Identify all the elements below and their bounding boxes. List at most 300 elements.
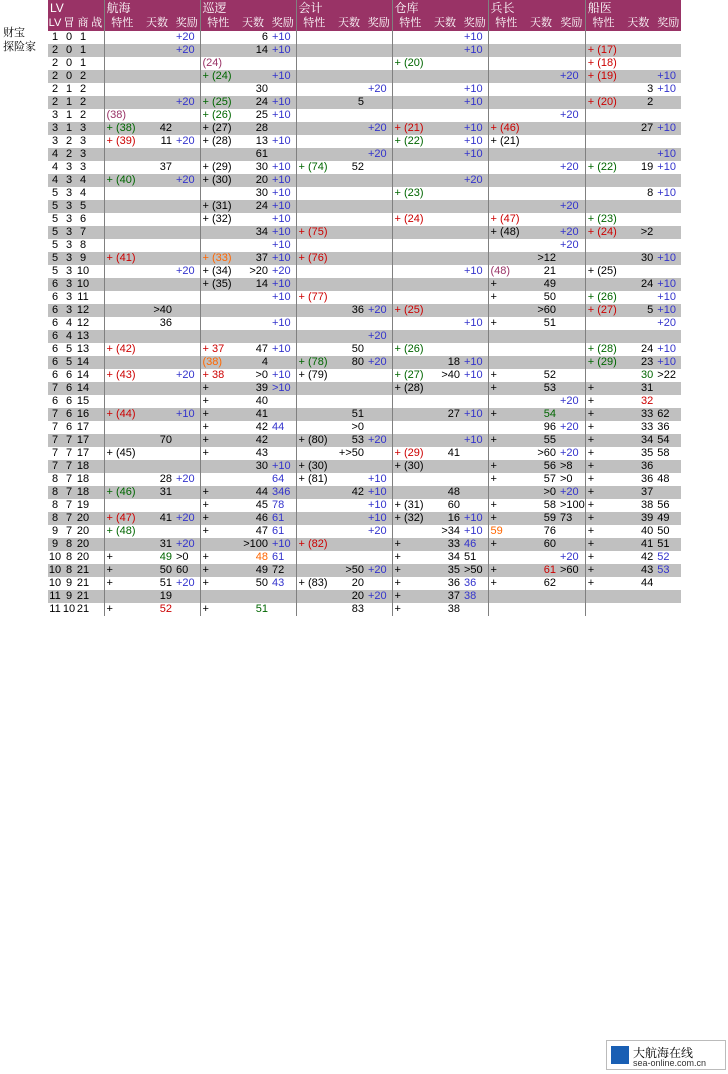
cell-days-g1: 43 (236, 447, 270, 460)
cell-days-g4 (524, 226, 558, 239)
cell-reward-g1: +10 (270, 278, 296, 291)
cell-trait-g1 (200, 304, 236, 317)
cell-days-g1 (236, 590, 270, 603)
cell-reward-g4 (558, 148, 585, 161)
cell-trait-g1 (200, 291, 236, 304)
cell-days-g4 (524, 44, 558, 57)
cell-spacer (90, 590, 104, 603)
table-row (48, 369, 681, 382)
cell-days-g4: >60 (524, 447, 558, 460)
cell-trait-g2 (296, 382, 332, 395)
cell-days-g1 (236, 317, 270, 330)
cell-trait-g5: + (585, 577, 621, 590)
cell-reward-g2: +20 (366, 304, 392, 317)
cell-reward-g2 (366, 603, 392, 616)
cell-trait-g3: + (20) (392, 57, 428, 70)
cell-reward-g5 (655, 382, 681, 395)
cell-trait-g5: + (28) (585, 343, 621, 356)
subheader-g3-1: 天数 (332, 16, 366, 31)
cell-days-g4: 49 (524, 278, 558, 291)
cell-days-g5 (621, 70, 655, 83)
cell-days-g4 (524, 135, 558, 148)
cell-trait-g3 (392, 278, 428, 291)
cell-spacer (90, 57, 104, 70)
cell-trait-g5 (585, 135, 621, 148)
cell-reward-g3 (462, 343, 488, 356)
cell-trait-g1: + 38 (200, 369, 236, 382)
cell-days-g3: 60 (428, 499, 462, 512)
cell-days-g1: 50 (236, 577, 270, 590)
table-row (48, 408, 681, 421)
cell-reward-g2: +20 (366, 330, 392, 343)
cell-days-g5 (621, 174, 655, 187)
cell-reward-g0 (174, 187, 200, 200)
cell-reward-g1: +10 (270, 187, 296, 200)
cell-trait-g5 (585, 603, 621, 616)
cell-days-g0 (140, 187, 174, 200)
cell-trait-g5: + (27) (585, 304, 621, 317)
cell-reward-g1: +10 (270, 135, 296, 148)
cell-reward-g1 (270, 57, 296, 70)
cell-days-g5 (621, 330, 655, 343)
cell-days-g3: 48 (428, 486, 462, 499)
cell-reward-g4: +20 (558, 200, 585, 213)
cell-days-g0 (140, 252, 174, 265)
cell-days-g1: 30 (236, 83, 270, 96)
cell-spacer (90, 31, 104, 44)
cell-trait-g4 (488, 70, 524, 83)
cell-trait-g2 (296, 122, 332, 135)
cell-reward-g0: +20 (174, 577, 200, 590)
cell-reward-g1: +10 (270, 44, 296, 57)
cell-trait-g4: + (488, 577, 524, 590)
cell-trait-g5: + (25) (585, 265, 621, 278)
cell-reward-g0 (174, 278, 200, 291)
cell-reward-g0: +20 (174, 473, 200, 486)
cell-adv: 8 (62, 538, 76, 551)
cell-trait-g3: + (31) (392, 499, 428, 512)
table-row (48, 31, 681, 44)
cell-reward-g4: >60 (558, 564, 585, 577)
cell-reward-g5: 51 (655, 538, 681, 551)
cell-days-g2 (332, 291, 366, 304)
cell-trait-g4 (488, 57, 524, 70)
cell-days-g3 (428, 265, 462, 278)
cell-trd: 19 (76, 499, 90, 511)
cell-trait-g2: + (76) (296, 252, 332, 265)
cell-days-g5 (621, 135, 655, 148)
cell-reward-g4: +20 (558, 161, 585, 174)
cell-spacer (90, 512, 104, 525)
table-row (48, 603, 681, 616)
cell-trait-g5 (585, 148, 621, 161)
cell-reward-g3: +10 (462, 31, 488, 44)
cell-spacer (90, 187, 104, 200)
cell-reward-g4 (558, 96, 585, 109)
cell-reward-g2 (366, 161, 392, 174)
cell-days-g0: 36 (140, 317, 174, 330)
cell-reward-g2 (366, 44, 392, 57)
cell-lv: 5 (48, 239, 62, 252)
table-row (48, 96, 681, 109)
cell-days-g1: 30 (236, 187, 270, 200)
cell-spacer (90, 564, 104, 577)
cell-reward-g4: +20 (558, 226, 585, 239)
cell-trait-g1: + (24) (200, 70, 236, 83)
table-row (48, 148, 681, 161)
cell-adv: 8 (62, 551, 76, 564)
cell-lv: 11 (49, 590, 61, 602)
cell-trait-g2 (296, 421, 332, 434)
cell-trait-g3 (392, 317, 428, 330)
cell-trait-g3: + (392, 590, 428, 603)
cell-spacer (90, 265, 104, 278)
cell-days-g2 (332, 174, 366, 187)
cell-trd: 21 (76, 590, 90, 602)
cell-reward-g4 (558, 213, 585, 226)
cell-reward-g0: +10 (174, 408, 200, 421)
cell-days-g5 (621, 603, 655, 616)
cell-days-g4: 56 (524, 460, 558, 473)
cell-trait-g5: + (585, 447, 621, 460)
cell-reward-g1: +10 (270, 226, 296, 239)
cell-lv: 9 (48, 538, 62, 551)
cell-trait-g0 (104, 200, 140, 213)
cell-trait-g4 (488, 239, 524, 252)
cell-days-g4 (524, 330, 558, 343)
subheader-g2-0: 特性 (200, 16, 236, 31)
cell-days-g1: 30 (236, 161, 270, 174)
cell-trait-g3 (392, 239, 428, 252)
cell-days-g2: 42 (332, 486, 366, 499)
cell-reward-g1: +10 (270, 96, 296, 109)
cell-trd: 21 (76, 577, 90, 589)
table-row (48, 174, 681, 187)
cell-trait-g5: + (585, 382, 621, 395)
cell-days-g5: 24 (621, 278, 655, 291)
cell-days-g3: 37 (428, 590, 462, 603)
cell-days-g3 (428, 317, 462, 330)
watermark-sub: sea-online.com.cn (633, 1058, 707, 1068)
subheader-g5-1: 天数 (524, 16, 558, 31)
cell-trait-g2 (296, 603, 332, 616)
cell-days-g3: 18 (428, 356, 462, 369)
cell-days-g3 (428, 70, 462, 83)
cell-days-g1: 46 (236, 512, 270, 525)
cell-trd: 5 (76, 200, 90, 213)
cell-days-g2 (332, 239, 366, 252)
cell-spacer (90, 577, 104, 590)
header-group-1: 巡逻 (200, 0, 296, 16)
cell-reward-g5 (655, 460, 681, 473)
cell-trait-g4 (488, 161, 524, 174)
cell-adv: 9 (62, 590, 76, 603)
cell-trait-g4: + (21) (488, 135, 524, 148)
cell-reward-g0 (174, 70, 200, 83)
cell-reward-g5: +10 (655, 70, 681, 83)
cell-trd: 8 (76, 239, 90, 252)
cell-trait-g5: + (585, 512, 621, 525)
cell-reward-g3 (462, 109, 488, 122)
cell-reward-g3: +10 (462, 317, 488, 330)
cell-adv: 10 (62, 603, 76, 615)
cell-reward-g4 (558, 187, 585, 200)
cell-days-g0 (140, 44, 174, 57)
cell-days-g1 (236, 304, 270, 317)
cell-days-g0 (140, 70, 174, 83)
cell-reward-g0 (174, 356, 200, 369)
cell-reward-g3 (462, 473, 488, 486)
cell-reward-g3 (462, 304, 488, 317)
cell-reward-g2 (366, 369, 392, 382)
cell-lv: 2 (48, 70, 62, 83)
cell-trait-g0: + (47) (104, 512, 140, 525)
cell-trait-g0: + (104, 551, 140, 564)
cell-reward-g0: +20 (174, 135, 200, 148)
cell-reward-g3 (462, 330, 488, 343)
cell-adv: 2 (62, 135, 76, 148)
cell-reward-g2 (366, 447, 392, 460)
cell-reward-g2 (366, 135, 392, 148)
cell-days-g4: 53 (524, 382, 558, 395)
cell-trait-g3 (392, 408, 428, 421)
cell-trait-g4 (488, 174, 524, 187)
cell-trd: 20 (76, 551, 90, 563)
cell-trait-g3 (392, 291, 428, 304)
cell-trait-g4: + (488, 291, 524, 304)
cell-reward-g2 (366, 460, 392, 473)
cell-lv: 2 (48, 96, 62, 109)
cell-reward-g3: +10 (462, 369, 488, 382)
cell-days-g2 (332, 382, 366, 395)
cell-trait-g3 (392, 395, 428, 408)
cell-reward-g2: +20 (366, 356, 392, 369)
cell-reward-g3: +10 (462, 525, 488, 538)
cell-reward-g0 (174, 252, 200, 265)
cell-days-g4: 62 (524, 577, 558, 590)
cell-days-g1: 42 (236, 434, 270, 447)
cell-reward-g5: 49 (655, 512, 681, 525)
cell-days-g2 (332, 31, 366, 44)
cell-days-g3 (428, 226, 462, 239)
cell-reward-g0 (174, 122, 200, 135)
cell-trait-g5: + (19) (585, 70, 621, 83)
cell-reward-g0: >0 (174, 551, 200, 564)
cell-days-g3 (428, 213, 462, 226)
cell-reward-g1: +10 (270, 31, 296, 44)
table-row (48, 265, 681, 278)
cell-reward-g3: 51 (462, 551, 488, 564)
cell-trait-g0: + (45) (104, 447, 140, 460)
cell-days-g1 (236, 70, 270, 83)
cell-spacer (90, 408, 104, 421)
cell-reward-g2 (366, 265, 392, 278)
cell-trait-g1: + (29) (200, 161, 236, 174)
cell-trait-g1: + (200, 525, 236, 538)
cell-trait-g0 (104, 278, 140, 291)
cell-trait-g2 (296, 265, 332, 278)
cell-spacer (90, 382, 104, 395)
cell-days-g2 (332, 538, 366, 551)
cell-reward-g5 (655, 44, 681, 57)
table-row (48, 122, 681, 135)
cell-trait-g3 (392, 226, 428, 239)
cell-days-g3 (428, 330, 462, 343)
cell-trd: 12 (76, 317, 90, 329)
cell-trait-g3 (392, 148, 428, 161)
cell-trait-g0 (104, 421, 140, 434)
cell-days-g3: 33 (428, 538, 462, 551)
cell-trait-g2 (296, 135, 332, 148)
cell-days-g0: 11 (140, 135, 174, 148)
cell-reward-g1: 61 (270, 525, 296, 538)
table-row (48, 564, 681, 577)
cell-days-g1 (236, 57, 270, 70)
cell-trait-g3 (392, 252, 428, 265)
cell-days-g5: 32 (621, 395, 655, 408)
cell-lv: 4 (48, 174, 62, 187)
cell-trait-g3 (392, 200, 428, 213)
cell-reward-g5: 54 (655, 434, 681, 447)
cell-reward-g4: >0 (558, 473, 585, 486)
cell-reward-g1: +10 (270, 213, 296, 226)
cell-days-g0: 19 (140, 590, 174, 603)
cell-days-g1: 47 (236, 525, 270, 538)
cell-reward-g5: +10 (655, 356, 681, 369)
cell-adv: 3 (62, 291, 76, 304)
cell-adv: 1 (62, 83, 76, 96)
cell-spacer (90, 395, 104, 408)
table-row (48, 356, 681, 369)
cell-days-g5: 39 (621, 512, 655, 525)
cell-reward-g5: +10 (655, 343, 681, 356)
cell-reward-g3 (462, 421, 488, 434)
cell-trait-g2 (296, 187, 332, 200)
cell-reward-g0: +20 (174, 265, 200, 278)
cell-days-g2: >50 (332, 564, 366, 577)
cell-reward-g3 (462, 486, 488, 499)
cell-lv: 2 (48, 83, 62, 96)
cell-trait-g3 (392, 265, 428, 278)
cell-adv: 6 (62, 408, 76, 421)
cell-reward-g5 (655, 109, 681, 122)
cell-spacer (90, 226, 104, 239)
cell-lv: 9 (48, 525, 62, 538)
cell-reward-g0: +20 (174, 538, 200, 551)
cell-trait-g4: + (488, 434, 524, 447)
cell-reward-g3: +10 (462, 512, 488, 525)
cell-trait-g0 (104, 161, 140, 174)
cell-trd: 2 (76, 96, 90, 109)
cell-trd: 3 (76, 135, 90, 148)
cell-days-g5: >2 (621, 226, 655, 239)
cell-trd: 3 (76, 148, 90, 161)
table-row (48, 382, 681, 395)
cell-trd: 4 (76, 187, 90, 200)
cell-trait-g2 (296, 31, 332, 44)
cell-reward-g1: +10 (270, 239, 296, 252)
table-row (48, 421, 681, 434)
cell-trait-g0 (104, 226, 140, 239)
cell-days-g3 (428, 31, 462, 44)
cell-days-g2: 36 (332, 304, 366, 317)
cell-days-g3: 41 (428, 447, 462, 460)
cell-trait-g2 (296, 70, 332, 83)
cell-reward-g2 (366, 213, 392, 226)
cell-days-g1: 6 (236, 31, 270, 44)
cell-days-g1: 20 (236, 174, 270, 187)
cell-days-g3 (428, 57, 462, 70)
cell-trait-g4 (488, 148, 524, 161)
table-row (48, 512, 681, 525)
cell-lv: 10 (48, 564, 62, 576)
cell-days-g1: 13 (236, 135, 270, 148)
cell-days-g3: 34 (428, 551, 462, 564)
cell-days-g4 (524, 213, 558, 226)
cell-days-g2: 20 (332, 577, 366, 590)
cell-days-g4: 51 (524, 317, 558, 330)
cell-trait-g3: + (25) (392, 304, 428, 317)
cell-adv: 0 (62, 70, 76, 83)
cell-reward-g5 (655, 174, 681, 187)
cell-days-g5: 41 (621, 538, 655, 551)
cell-spacer (90, 122, 104, 135)
cell-days-g1 (236, 291, 270, 304)
cell-days-g2 (332, 200, 366, 213)
cell-days-g0 (140, 278, 174, 291)
cell-trd: 14 (76, 369, 90, 381)
cell-trait-g0 (104, 148, 140, 161)
cell-days-g4: >60 (524, 304, 558, 317)
cell-trait-g0 (104, 239, 140, 252)
cell-days-g5 (621, 213, 655, 226)
cell-reward-g4: +20 (558, 486, 585, 499)
cell-trait-g1: + (200, 434, 236, 447)
cell-spacer (90, 369, 104, 382)
cell-reward-g4 (558, 525, 585, 538)
cell-trd: 18 (76, 473, 90, 485)
cell-days-g3 (428, 395, 462, 408)
subheader-g5-0: 特性 (488, 16, 524, 31)
cell-reward-g3: +10 (462, 44, 488, 57)
cell-days-g0: 31 (140, 486, 174, 499)
table-row (48, 343, 681, 356)
cell-reward-g4: >8 (558, 460, 585, 473)
cell-reward-g3 (462, 447, 488, 460)
cell-trait-g0: + (48) (104, 525, 140, 538)
cell-trait-g1: (24) (200, 57, 236, 70)
cell-days-g0: 49 (140, 551, 174, 564)
cell-trait-g2 (296, 512, 332, 525)
cell-days-g0 (140, 57, 174, 70)
cell-days-g0 (140, 421, 174, 434)
cell-reward-g2 (366, 31, 392, 44)
cell-trait-g1 (200, 148, 236, 161)
cell-trait-g1 (200, 44, 236, 57)
table-row (48, 57, 681, 70)
cell-trd: 16 (76, 408, 90, 420)
cell-days-g2 (332, 551, 366, 564)
cell-days-g1: 30 (236, 460, 270, 473)
cell-reward-g0: +20 (174, 96, 200, 109)
cell-reward-g4 (558, 330, 585, 343)
cell-trait-g4: + (488, 460, 524, 473)
cell-trd: 21 (76, 603, 90, 615)
cell-days-g2 (332, 252, 366, 265)
cell-days-g3 (428, 109, 462, 122)
subheader-g1-0: 特性 (104, 16, 140, 31)
cell-days-g5 (621, 590, 655, 603)
